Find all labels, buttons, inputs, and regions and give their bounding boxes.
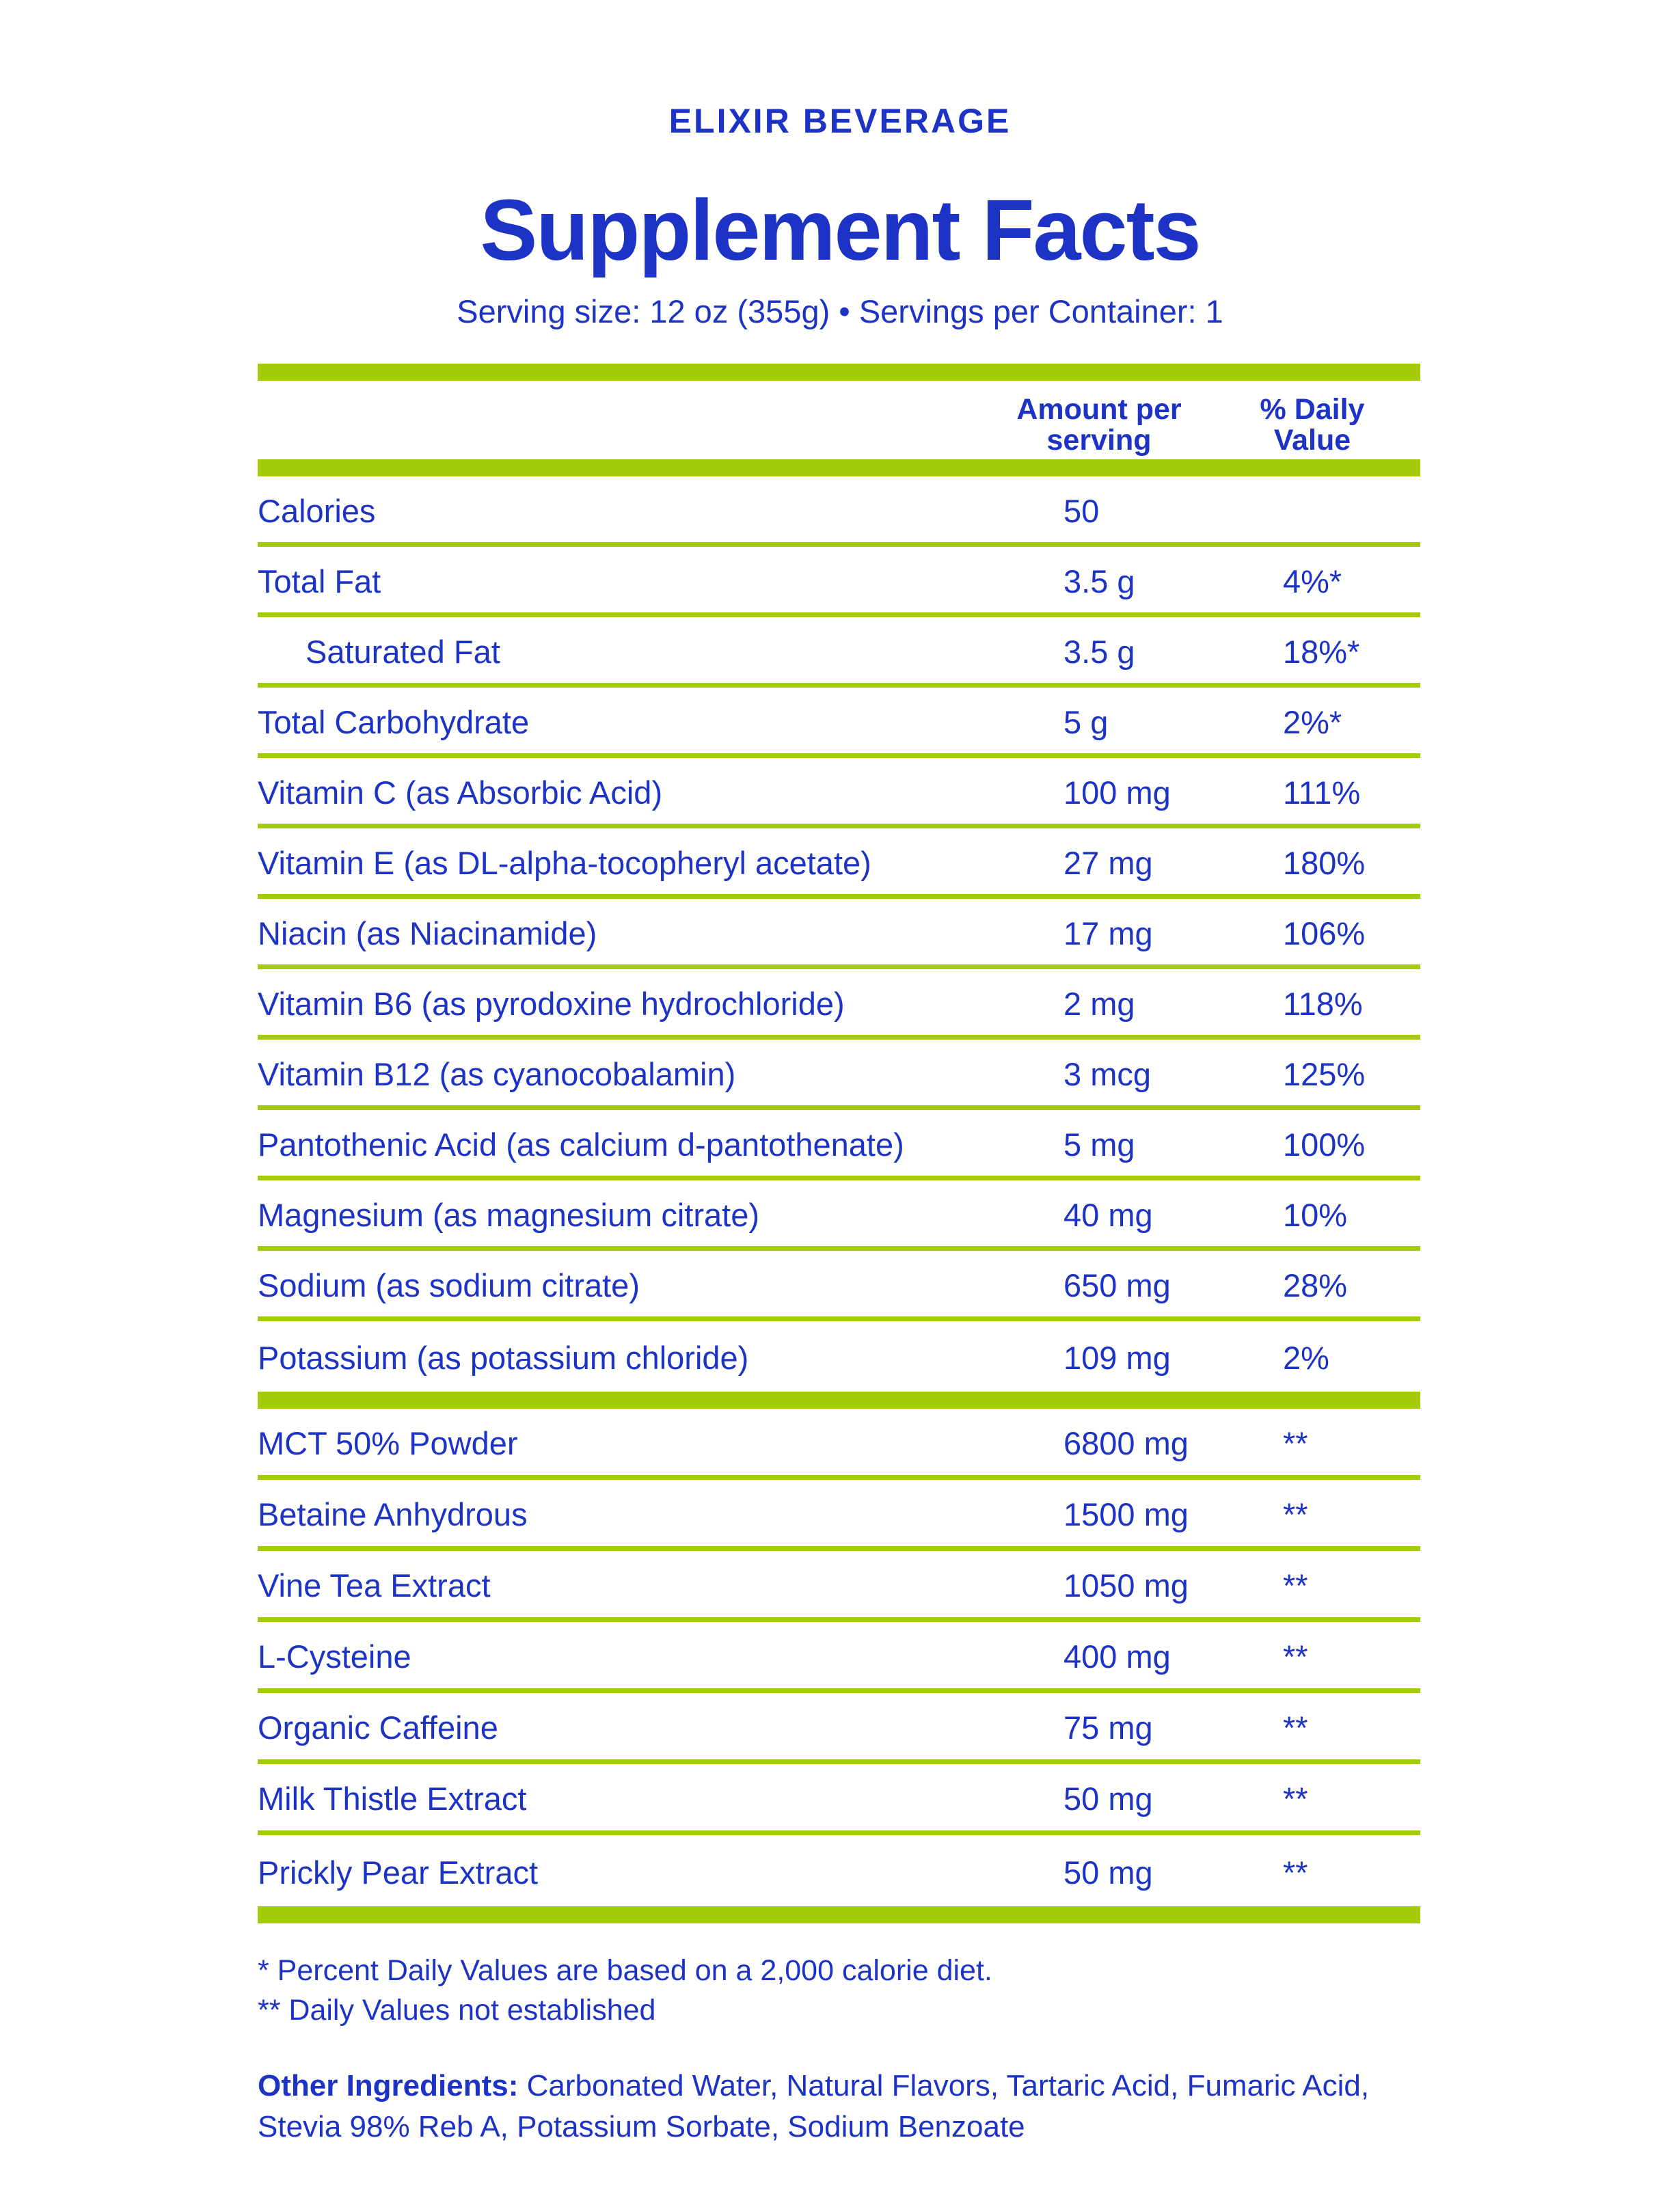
table-row — [258, 688, 1420, 758]
divider-bar-header — [258, 459, 1420, 476]
nutrient-amount: 6800 mg — [1063, 1425, 1189, 1461]
other-ingredients-label: Other Ingredients: — [258, 2069, 519, 2102]
nutrient-daily-value: ** — [1283, 1854, 1308, 1891]
nutrient-amount: 27 mg — [1063, 844, 1153, 881]
table-row — [258, 547, 1420, 617]
amount-column-header — [1016, 394, 1181, 456]
nutrient-amount: 5 mg — [1063, 1126, 1135, 1163]
table-row — [258, 1409, 1420, 1480]
nutrient-label: Vitamin B6 (as pyrodoxine hydrochloride) — [258, 985, 845, 1022]
nutrient-label: Calories — [258, 492, 376, 529]
footnote-not-established: ** Daily Values not established — [258, 1994, 656, 2027]
dv-header-line1: % Daily — [1260, 393, 1365, 426]
nutrient-amount: 17 mg — [1063, 915, 1153, 951]
table-row — [258, 617, 1420, 688]
nutrient-amount: 109 mg — [1063, 1340, 1171, 1376]
serving-info: Serving size: 12 oz (355g) • Servings per Container: 1 — [457, 293, 1223, 329]
table-row — [258, 1551, 1420, 1622]
nutrient-label: Pantothenic Acid (as calcium d-pantothenate) — [258, 1126, 904, 1163]
facts-panel — [258, 364, 1420, 2148]
table-row — [258, 899, 1420, 969]
nutrient-label: MCT 50% Powder — [258, 1425, 518, 1461]
table-row — [258, 1693, 1420, 1764]
nutrient-amount: 400 mg — [1063, 1638, 1171, 1675]
column-header-row — [258, 381, 1420, 459]
table-row — [258, 1110, 1420, 1180]
nutrient-amount: 1500 mg — [1063, 1496, 1189, 1532]
nutrient-daily-value: 18%* — [1283, 633, 1360, 670]
footnotes — [258, 1951, 1420, 2030]
dv-header-line2: Value — [1273, 424, 1351, 457]
nutrient-label: Sodium (as sodium citrate) — [258, 1267, 640, 1303]
nutrient-label: Vitamin C (as Absorbic Acid) — [258, 774, 663, 811]
brand-name: ELIXIR BEVERAGE — [668, 102, 1012, 140]
nutrient-daily-value: 111% — [1283, 774, 1361, 811]
other-ingredients-list: Carbonated Water, Natural Flavors, Tartaric Acid, Fumaric Acid, Stevia 98% Reb A, Potassium Sorbate, Sodium Benzoate — [258, 2069, 1370, 2143]
nutrient-label: Magnesium (as magnesium citrate) — [258, 1196, 759, 1233]
other-ingredients — [258, 2066, 1447, 2148]
nutrient-amount: 2 mg — [1063, 985, 1135, 1022]
nutrient-daily-value: 10% — [1283, 1196, 1348, 1233]
table-row — [258, 758, 1420, 828]
nutrient-label: Vitamin E (as DL-alpha-tocopheryl acetate) — [258, 844, 871, 881]
nutrient-amount: 3.5 g — [1063, 633, 1135, 670]
nutrient-amount: 650 mg — [1063, 1267, 1171, 1303]
footnote-percent-daily-values: * Percent Daily Values are based on a 2,000 calorie diet. — [258, 1954, 992, 1987]
nutrient-label: L-Cysteine — [258, 1638, 411, 1675]
table-row — [258, 828, 1420, 899]
nutrient-daily-value: ** — [1283, 1709, 1308, 1746]
nutrient-daily-value: ** — [1283, 1781, 1308, 1817]
nutrient-daily-value: ** — [1283, 1496, 1308, 1532]
nutrient-label: Saturated Fat — [306, 633, 500, 670]
nutrient-daily-value: 4%* — [1283, 563, 1342, 599]
table-row — [258, 1251, 1420, 1321]
nutrient-daily-value: ** — [1283, 1425, 1308, 1461]
nutrient-daily-value: 106% — [1283, 915, 1366, 951]
nutrient-label: Total Carbohydrate — [258, 703, 530, 740]
nutrient-label: Total Fat — [258, 563, 381, 599]
nutrient-amount: 1050 mg — [1063, 1567, 1189, 1604]
nutrient-amount: 75 mg — [1063, 1709, 1153, 1746]
divider-bar-middle — [258, 1392, 1420, 1409]
divider-bar-bottom — [258, 1906, 1420, 1923]
nutrient-amount: 5 g — [1063, 703, 1109, 740]
nutrient-daily-value: 28% — [1283, 1267, 1348, 1303]
nutrient-daily-value: 100% — [1283, 1126, 1366, 1163]
table-row — [258, 969, 1420, 1040]
nutrient-daily-value: 2%* — [1283, 703, 1342, 740]
nutrient-label: Vine Tea Extract — [258, 1567, 491, 1604]
table-row — [258, 1480, 1420, 1551]
nutrient-label: Organic Caffeine — [258, 1709, 498, 1746]
nutrient-label: Betaine Anhydrous — [258, 1496, 528, 1532]
amount-header-line1: Amount per — [1016, 393, 1182, 426]
nutrient-label: Niacin (as Niacinamide) — [258, 915, 597, 951]
table-row — [258, 476, 1420, 547]
amount-header-line2: serving — [1046, 424, 1152, 457]
nutrient-daily-value: 118% — [1283, 985, 1363, 1022]
nutrient-amount: 3 mcg — [1063, 1055, 1151, 1092]
divider-bar-top — [258, 364, 1420, 381]
nutrient-daily-value: ** — [1283, 1638, 1308, 1675]
nutrient-amount: 3.5 g — [1063, 563, 1135, 599]
nutrient-amount: 50 mg — [1063, 1854, 1153, 1891]
table-row — [258, 1764, 1420, 1835]
nutrient-amount: 100 mg — [1063, 774, 1171, 811]
table-row — [258, 1040, 1420, 1110]
nutrient-label: Prickly Pear Extract — [258, 1854, 539, 1891]
nutrients-section — [258, 476, 1420, 1392]
actives-section — [258, 1409, 1420, 1906]
table-row — [258, 1835, 1420, 1906]
nutrient-daily-value: ** — [1283, 1567, 1308, 1604]
nutrient-daily-value: 180% — [1283, 844, 1366, 881]
nutrient-label: Potassium (as potassium chloride) — [258, 1340, 749, 1376]
nutrient-amount: 40 mg — [1063, 1196, 1153, 1233]
page-title: Supplement Facts — [480, 182, 1200, 278]
nutrient-label: Milk Thistle Extract — [258, 1781, 527, 1817]
table-row — [258, 1321, 1420, 1392]
nutrient-amount: 50 mg — [1063, 1781, 1153, 1817]
table-row — [258, 1180, 1420, 1251]
nutrient-amount: 50 — [1063, 492, 1100, 529]
nutrient-label: Vitamin B12 (as cyanocobalamin) — [258, 1055, 736, 1092]
nutrient-daily-value: 125% — [1283, 1055, 1366, 1092]
daily-value-column-header — [1260, 394, 1365, 456]
nutrient-daily-value: 2% — [1283, 1340, 1329, 1376]
table-row — [258, 1622, 1420, 1693]
